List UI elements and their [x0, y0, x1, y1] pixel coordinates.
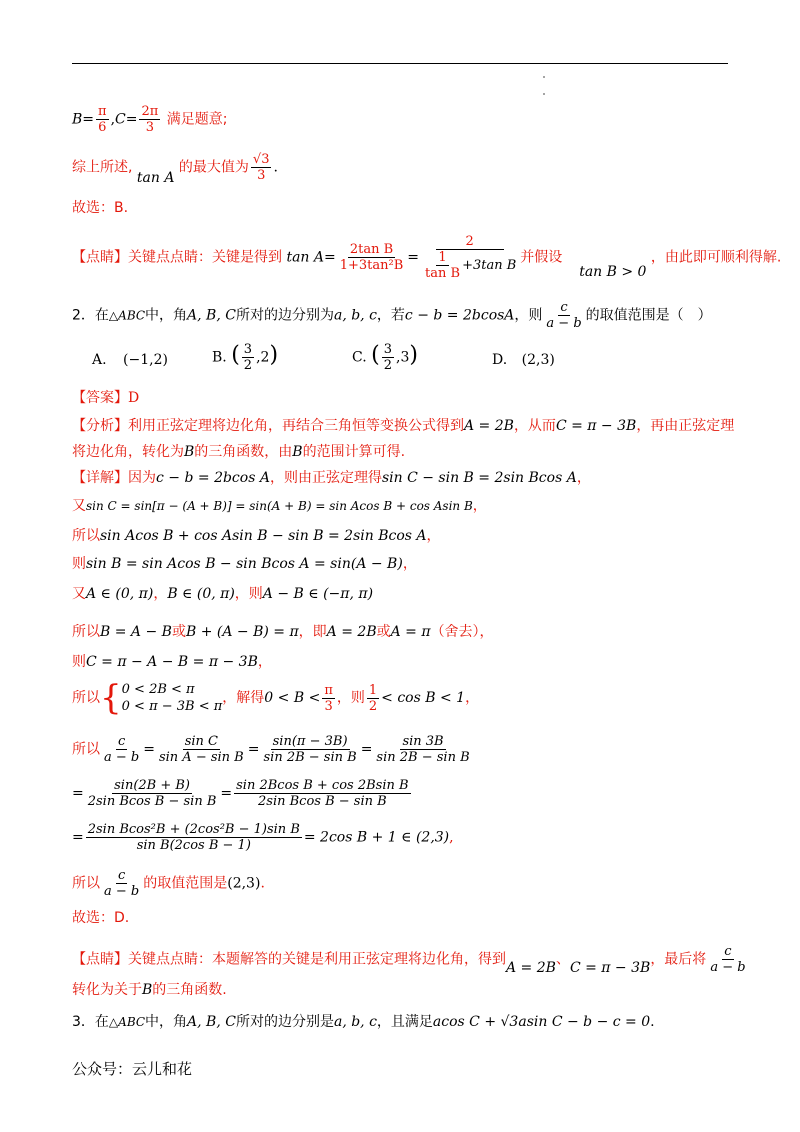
frac-pi-6: $\frac{\pi}{6}$ [98, 104, 107, 135]
math-condition-q2: c − b = 2bcosA [404, 307, 515, 324]
step-5-text-4: 或 [376, 624, 391, 640]
tag-answer: 【答案】 [72, 390, 128, 406]
frac-pi-3: $\frac{\pi}{3}$ [324, 682, 333, 714]
q3-text-1: 中，角 [145, 1014, 188, 1030]
math-b-1: B [184, 444, 195, 460]
note-2-text-4: 转化为关于 [72, 982, 142, 998]
step-1-text: 又 [72, 498, 86, 514]
step-1-end: ， [472, 498, 487, 514]
step-7-end: ， [465, 690, 480, 706]
step-8: 所以 $\frac{c}{a - b}$ = $\frac{\text{sin C}}{\text{sin A − sin B}}$ = $\frac{\sin(\pi - 3B)}{\text{sin 2B − sin B}}$ = $\frac{\sin 3B}{\text{sin 2B − sin B}}$ [72, 734, 470, 765]
step-6 [72, 652, 272, 672]
frac-tan-2: 2 $\frac{1}{\text{tan B}}$ +3tan B [425, 234, 517, 281]
note-2-math-2: C = π − 3B [569, 959, 651, 976]
step-5-text: 所以 [72, 624, 100, 640]
note-2-line-1: 【点睛】关键点点睛：本题解答的关键是利用正弦定理将边化角，得到A = 2B、C = π − 3B，最后将 $\frac{c}{a - b}$ [72, 944, 746, 976]
q2-number: 2．在 [72, 307, 109, 324]
step-10-end: , [449, 829, 454, 846]
step-4-sep: ， [153, 586, 168, 602]
note-2-line-2 [72, 980, 227, 1000]
step-2 [72, 526, 441, 546]
step-4 [72, 584, 373, 604]
step-11-text: 所以 [72, 875, 100, 892]
q2-text-3: ，若 [376, 307, 405, 324]
answer-value: D [128, 390, 140, 406]
frac-1-2: $\frac{1}{2}$ [368, 682, 378, 714]
note-2-math-4: B [142, 982, 153, 998]
note-2-sep: 、 [555, 951, 570, 968]
option-a-label: A. [92, 352, 107, 368]
note-2-text-1: 关键点点睛：本题解答的关键是利用正弦定理将边化角，得到 [128, 951, 506, 968]
analysis-line-1 [72, 416, 734, 436]
option-d-label: D. [492, 352, 508, 368]
detail-text-1: 因为 [128, 470, 156, 486]
math-tan-b-positive: tan B > 0 [579, 263, 647, 280]
math-c-pi-3b: C = π − 3B [555, 418, 637, 434]
q2-text-2: 所对的边分别为 [235, 307, 334, 324]
option-c-label: C. [352, 349, 367, 366]
inequality-system: { 0 < 2B < π 0 < π − 3B < π [100, 678, 223, 718]
math-a-2b: A = 2B [464, 418, 514, 434]
step-1 [72, 496, 487, 516]
math-sine-law: sin C − sin B = 2sin Bcos A [381, 470, 577, 486]
math-tan-a: tan A [136, 169, 175, 186]
step-6-text: 则 [72, 654, 86, 670]
option-a-value: (−1,2) [123, 352, 168, 368]
text-note: 关键点点睛：关键是得到 [128, 249, 282, 266]
frac-tan-1: $\frac{\text{2tan B}}{\text{1+3tan²B}}$ [339, 242, 404, 273]
header-rule [72, 63, 728, 64]
frac-sqrt3-3: $\frac{√3}{3}$ [252, 152, 270, 183]
math-angles: A, B, C [187, 307, 236, 324]
math-b-2: B [292, 444, 303, 460]
q3-angles: A, B, C [187, 1014, 236, 1030]
step-1-math: sin C = sin[π − (A + B)] = sin(A + B) = sin Acos B + cos Asin B [86, 499, 473, 513]
analysis-text-6: 的范围计算可得. [302, 444, 406, 460]
step-6-end: ， [257, 654, 272, 670]
system-row-1: 0 < 2B < π [121, 682, 195, 697]
q2-text-4: ，则 [514, 307, 543, 324]
q3-text-3: ，且满足 [376, 1014, 433, 1030]
step-11-range: (2,3) [227, 875, 261, 892]
step-4-text-2: ，则 [234, 586, 263, 602]
analysis-line-2 [72, 442, 405, 462]
answer-line [72, 388, 139, 408]
q2-text-5: 的取值范围是（ ） [585, 307, 712, 324]
step-11-end: . [260, 875, 265, 892]
option-b[interactable]: B. ( $\frac{3}{2}$ ,2) [212, 342, 279, 373]
q3-triangle: △ABC [108, 1015, 146, 1029]
step-5-math-3: A = 2B [326, 624, 377, 640]
detail-line-1 [72, 468, 591, 488]
math-triangle: △ABC [108, 308, 146, 323]
math-sides: a, b, c [333, 307, 377, 324]
q3-number: 3．在 [72, 1014, 109, 1030]
text-conclusion: ，由此即可顺利得解. [650, 249, 782, 266]
math-b: B [72, 111, 83, 128]
question-3 [72, 1012, 655, 1032]
question-2 [72, 300, 712, 331]
detail-text-2: ，则由正弦定理得 [269, 470, 382, 486]
option-b-label: B. [212, 349, 227, 366]
step-3 [72, 554, 417, 574]
step-4-math-3: A − B ∈ (−π, π) [262, 586, 374, 602]
q3-end: . [650, 1014, 655, 1030]
step-5-text-3: ，即 [298, 624, 327, 640]
line-choose-d: 故选：D. [72, 910, 130, 926]
step-4-math-1: A ∈ (0, π) [86, 586, 154, 602]
step-2-end: ， [426, 528, 441, 544]
step-11-text-2: 的取值范围是 [143, 875, 228, 892]
analysis-text-5: 的三角函数，由 [194, 444, 293, 460]
line-condition: B= $\frac{\pi}{6}$ ,C= $\frac{2\pi}{3}$ 满足题意; [72, 104, 228, 135]
line-note-1: 【点睛】关键点点睛：关键是得到 tan A= $\frac{\text{2tan B}}{\text{1+3tan²B}}$ = 2 $\frac{1}{\text{tan B}}$ +3tan B 并假设 tan B > 0 ，由此即可顺利得解. [72, 234, 782, 281]
frac-c-over-a-b: $\frac{c}{a - b}$ [546, 300, 582, 331]
step-7-text-2: ，解得 [222, 690, 265, 706]
note-2-math-1: A = 2B [506, 959, 556, 976]
option-c[interactable]: C. ( $\frac{3}{2}$ ,3) [352, 342, 418, 373]
text-period: . [273, 159, 278, 176]
tag-note-2: 【点睛】 [72, 951, 128, 968]
option-a[interactable] [92, 352, 168, 368]
mark-dot [543, 76, 545, 78]
math-given: c − b = 2bcos A [156, 470, 270, 486]
q3-sides: a, b, c [333, 1014, 377, 1030]
step-11: 所以 $\frac{c}{a - b}$ 的取值范围是(2,3). [72, 868, 265, 899]
q3-text-2: 所对的边分别是 [235, 1014, 334, 1030]
text-satisfy: 满足题意; [166, 111, 228, 128]
tag-detail: 【详解】 [72, 470, 128, 486]
line-summary [72, 152, 278, 186]
system-row-2: 0 < π − 3B < π [121, 699, 223, 714]
step-2-math: sin Acos B + cos Asin B − sin B = 2sin Bcos A [100, 528, 427, 544]
analysis-text-3: ，再由正弦定理 [636, 418, 735, 434]
step-5-math-2: B + (A − B) = π [185, 624, 299, 640]
q3-equation: acos C + √3asin C − b − c = 0 [432, 1014, 651, 1030]
tag-analysis: 【分析】 [72, 418, 128, 434]
note-2-text-3: ，最后将 [650, 951, 707, 968]
option-d-value: (2,3) [521, 352, 555, 368]
option-d[interactable] [492, 352, 555, 368]
step-6-math: C = π − A − B = π − 3B [86, 654, 258, 670]
text-summary: 综上所述, [72, 159, 133, 176]
step-7: 所以 { 0 < 2B < π 0 < π − 3B < π ，解得0 < B < $\frac{\pi}{3}$ ，则 $\frac{1}{2}$ < cos B < 1， [72, 678, 480, 718]
step-4-text: 又 [72, 586, 86, 602]
step-5-text-2: 或 [171, 624, 186, 640]
text-assume: 并假设 [520, 249, 563, 266]
step-5 [72, 622, 494, 642]
frac-2pi-3: $\frac{2\pi}{3}$ [141, 104, 159, 135]
step-10: = $\frac{\text{2sin Bcos²B + (2cos²B − 1)sin B}}{\text{sin B(2cos B − 1)}}$ = 2cos B + 1 ∈ (2,3), [72, 822, 454, 853]
note-2-text-5: 的三角函数. [152, 982, 227, 998]
q2-text-1: 中，角 [145, 307, 188, 324]
step-2-text: 所以 [72, 528, 100, 544]
step-3-end: ， [402, 556, 417, 572]
text-max: 的最大值为 [178, 159, 249, 176]
step-8-text: 所以 [72, 741, 100, 758]
step-7-text: 所以 [72, 690, 100, 706]
tag-note: 【点睛】 [72, 249, 128, 266]
line-choose-b: 故选：B. [72, 200, 129, 216]
mark-dot [543, 93, 545, 95]
analysis-text-1: 利用正弦定理将边化角，再结合三角恒等变换公式得到 [128, 418, 464, 434]
step-5-text-5: （舍去）， [430, 624, 494, 640]
step-5-math-4: A = π [390, 624, 431, 640]
analysis-text-4: 将边化角，转化为 [72, 444, 184, 460]
detail-text-3: ， [576, 470, 591, 486]
step-5-math-1: B = A − B [100, 624, 172, 640]
step-4-math-2: B ∈ (0, π) [167, 586, 235, 602]
step-9: = $\frac{\sin(2B + B)}{\text{2sin Bcos B − sin B}}$ = $\frac{\text{sin 2Bcos B + cos 2Bsin B}}{\text{2sin Bcos B − sin B}}$ [72, 778, 409, 809]
step-3-math: sin B = sin Acos B − sin Bcos A = sin(A − B) [86, 556, 403, 572]
step-3-text: 则 [72, 556, 86, 572]
analysis-text-2: ，从而 [513, 418, 556, 434]
footer-wechat: 公众号：云儿和花 [72, 1060, 193, 1078]
step-7-text-3: ，则 [336, 690, 365, 706]
